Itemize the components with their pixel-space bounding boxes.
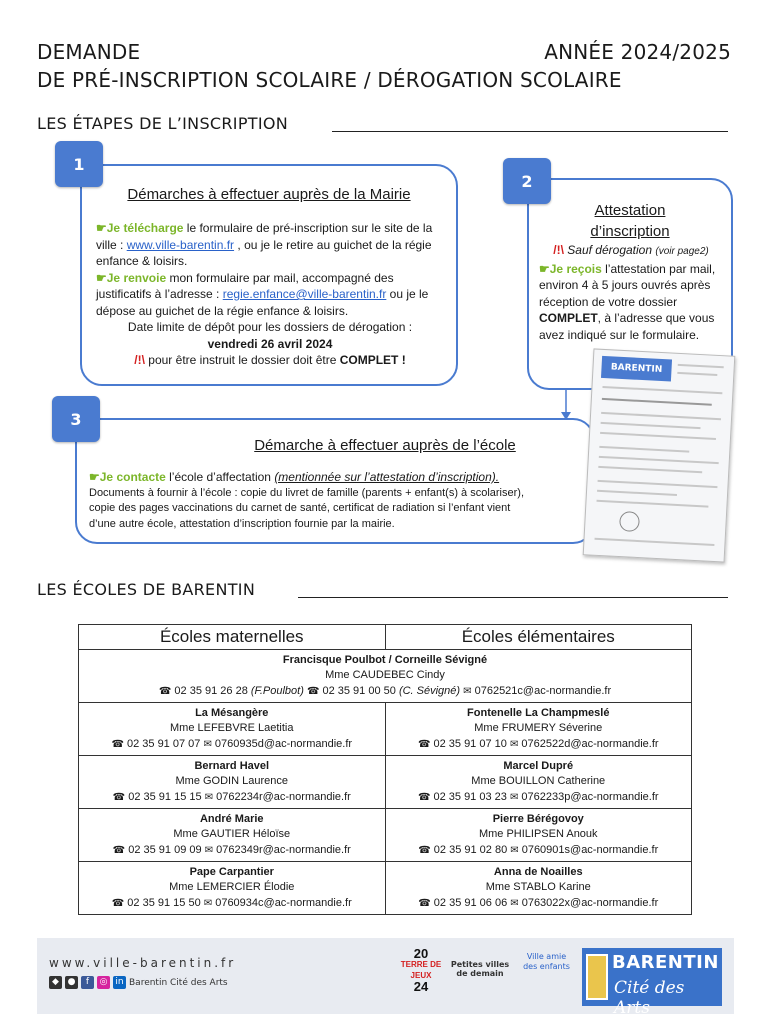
school-contact: ☎ 02 35 91 03 23 ✉ 0762233p@ac-normandie.fr	[417, 791, 659, 803]
android-icon[interactable]: ◆	[49, 976, 62, 989]
school-director: Mme FRUMERY Séverine	[474, 722, 603, 734]
email-icon: ✉	[510, 898, 519, 909]
step1-badge: 1	[55, 141, 103, 187]
step1-body	[96, 220, 444, 369]
email-icon: ✉	[509, 739, 519, 750]
ville-amie-enfants-logo: Ville amie des enfants	[523, 952, 570, 971]
email-icon: ✉	[510, 845, 519, 856]
step2-receive-para: ☛Je reçois l’attestation par mail, environ 4 à 5 jours ouvrés après réception de votre dossier COMPLET, à l’adresse que vous avez indiqué sur le formulaire.	[539, 261, 716, 342]
school-cell	[385, 703, 692, 756]
schools-table	[78, 624, 692, 915]
email-icon: ✉	[463, 686, 472, 697]
arrow-down-icon	[558, 388, 574, 422]
section-steps-title: LES ÉTAPES DE L’INSCRIPTION	[37, 114, 289, 133]
email-icon: ✉	[204, 845, 214, 856]
instagram-icon[interactable]: ◎	[97, 976, 110, 989]
warning-icon: /!\	[134, 353, 145, 367]
school-name: Marcel Dupré	[503, 760, 574, 772]
school-director: Mme BOUILLON Catherine	[471, 775, 606, 787]
phone-icon: ☎	[111, 898, 125, 909]
terre-de-jeux-logo: 20 TERRE DE JEUX 24	[400, 946, 442, 994]
school-director: Mme GAUTIER Héloïse	[173, 828, 291, 840]
phone-icon: ☎	[112, 845, 126, 856]
download-action: ☛Je télécharge	[96, 221, 184, 235]
step3-box	[75, 418, 595, 544]
phone-icon: ☎	[417, 792, 431, 803]
social-links	[49, 976, 228, 989]
step1-send-para: ☛Je renvoie mon formulaire par mail, accompagné des justificatifs à l’adresse : regie.enfance@ville-barentin.fr ou je le dépose au guichet de la régie enfance & loisirs.	[96, 270, 429, 318]
school-cell	[79, 756, 386, 809]
phone-icon: ☎	[417, 739, 431, 750]
school-name: Francisque Poulbot / Corneille Sévigné	[282, 654, 488, 666]
step3-title: Démarche à effectuer auprès de l’école	[254, 437, 516, 454]
step2-body	[539, 242, 723, 343]
school-name: Pierre Bérégovoy	[492, 813, 584, 825]
deadline-date: vendredi 26 avril 2024	[207, 336, 333, 351]
school-name: Anna de Noailles	[493, 866, 583, 878]
petites-villes-logo: Petites villes de demain	[450, 960, 510, 978]
footer	[37, 938, 734, 1018]
school-contact: ☎ 02 35 91 09 09 ✉ 0762349r@ac-normandie.fr	[112, 844, 351, 856]
school-contact: ☎ 02 35 91 15 50 ✉ 0760934c@ac-normandie.fr	[111, 897, 352, 909]
send-action: ☛Je renvoie	[96, 270, 167, 285]
step1-box	[80, 164, 458, 386]
apple-icon[interactable]: ●	[65, 976, 78, 989]
footer-url[interactable]: www.ville-barentin.fr	[49, 956, 237, 970]
school-year: ANNÉE 2024/2025	[544, 40, 731, 64]
school-name: Fontenelle La Champmeslé	[467, 707, 610, 719]
step3-body	[89, 470, 583, 532]
school-director: Mme LEMERCIER Élodie	[169, 881, 295, 893]
school-contact: ☎ 02 35 91 06 06 ✉ 0763022x@ac-normandie.fr	[418, 897, 659, 909]
seal-icon	[619, 511, 640, 532]
shield-icon	[586, 954, 608, 1000]
phone-icon: ☎	[111, 739, 124, 750]
facebook-icon[interactable]: f	[81, 976, 94, 989]
phone-icon: ☎	[418, 898, 431, 909]
email-icon: ✉	[203, 898, 213, 909]
school-name: André Marie	[199, 813, 264, 825]
barentin-logo: BARENTIN	[601, 356, 672, 382]
school-name: La Mésangère	[195, 707, 269, 719]
school-cell	[79, 809, 386, 862]
school-director: Mme CAUDEBEC Cindy	[325, 669, 445, 681]
doc-title-line2: DE PRÉ-INSCRIPTION SCOLAIRE / DÉROGATION SCOLAIRE	[37, 68, 622, 92]
school-director: Mme LEFEBVRE Laetitia	[170, 722, 294, 734]
phone-icon: ☎	[418, 845, 431, 856]
school-contact: ☎ 02 35 91 07 10 ✉ 0762522d@ac-normandie.fr	[417, 738, 659, 750]
school-cell	[385, 756, 692, 809]
school-cell	[385, 809, 692, 862]
phone-icon: ☎	[306, 686, 320, 697]
social-label: Barentin Cité des Arts	[129, 977, 228, 988]
header-maternelles: Écoles maternelles	[79, 625, 386, 650]
school-cell	[79, 862, 386, 915]
warning-icon: /!\	[553, 243, 564, 257]
complete-warning: /!\ pour être instruit le dossier doit être COMPLET !	[134, 353, 406, 367]
school-contact: ☎ 02 35 91 26 28 (F.Poulbot) ☎ 02 35 91 00 50 (C. Sévigné) ✉ 0762521c@ac-normandie.fr	[158, 685, 612, 697]
school-contact: ☎ 02 35 91 15 15 ✉ 0762234r@ac-normandie.fr	[112, 791, 351, 803]
school-director: Mme STABLO Karine	[485, 881, 591, 893]
section-schools-title: LES ÉCOLES DE BARENTIN	[37, 580, 256, 599]
school-contact: ☎ 02 35 91 07 07 ✉ 0760935d@ac-normandie.fr	[111, 738, 353, 750]
school-director: Mme GODIN Laurence	[175, 775, 288, 787]
school-cell	[79, 703, 386, 756]
section-rule	[298, 597, 728, 598]
phone-icon: ☎	[158, 686, 172, 697]
section-rule	[332, 131, 728, 132]
email-link[interactable]: regie.enfance@ville-barentin.fr	[222, 287, 387, 301]
contact-action: ☛Je contacte	[89, 470, 166, 484]
documents-list: Documents à fournir à l’école : copie du livret de famille (parents + enfant(s) à scolariser), copie des pages vaccinations du carnet de santé, certificat de radiation si l’enfant vient d’une autre école, attestation d’inscription fournie par la mairie.	[89, 486, 524, 530]
school-contact: ☎ 02 35 91 02 80 ✉ 0760901s@ac-normandie.fr	[418, 844, 659, 856]
header-elementaires: Écoles élémentaires	[385, 625, 692, 650]
barentin-logo: BARENTIN Cité des Arts	[582, 948, 722, 1006]
school-cell-combined	[79, 650, 692, 703]
school-director: Mme PHILIPSEN Anouk	[478, 828, 598, 840]
school-name: Bernard Havel	[194, 760, 270, 772]
email-icon: ✉	[204, 792, 214, 803]
step2-title: Attestation d’inscription	[590, 202, 670, 240]
step1-download-para: ☛Je télécharge le formulaire de pré-inscription sur le site de la ville : www.ville-barentin.fr , ou je le retire au guichet de la régie enfance & loisirs.	[96, 221, 433, 268]
exception-note: /!\ Sauf dérogation (voir page2)	[553, 243, 709, 257]
step1-title: Démarches à effectuer auprès de la Mairie	[127, 186, 411, 203]
email-icon: ✉	[203, 739, 212, 750]
receive-action: ☛Je reçois	[539, 261, 602, 276]
website-link[interactable]: www.ville-barentin.fr	[126, 237, 235, 252]
email-icon: ✉	[509, 792, 519, 803]
doc-title-line1: DEMANDE	[37, 40, 141, 64]
attestation-document-image	[583, 348, 736, 562]
deadline-label: Date limite de dépôt pour les dossiers de dérogation :	[127, 320, 413, 334]
step3-contact-para: ☛Je contacte l’école d’affectation (mentionnée sur l’attestation d’inscription).	[89, 470, 500, 484]
linkedin-icon[interactable]: in	[113, 976, 126, 989]
school-cell	[385, 862, 692, 915]
step2-badge: 2	[503, 158, 551, 204]
phone-icon: ☎	[112, 792, 126, 803]
step3-badge: 3	[52, 396, 100, 442]
school-name: Pape Carpantier	[189, 866, 274, 878]
